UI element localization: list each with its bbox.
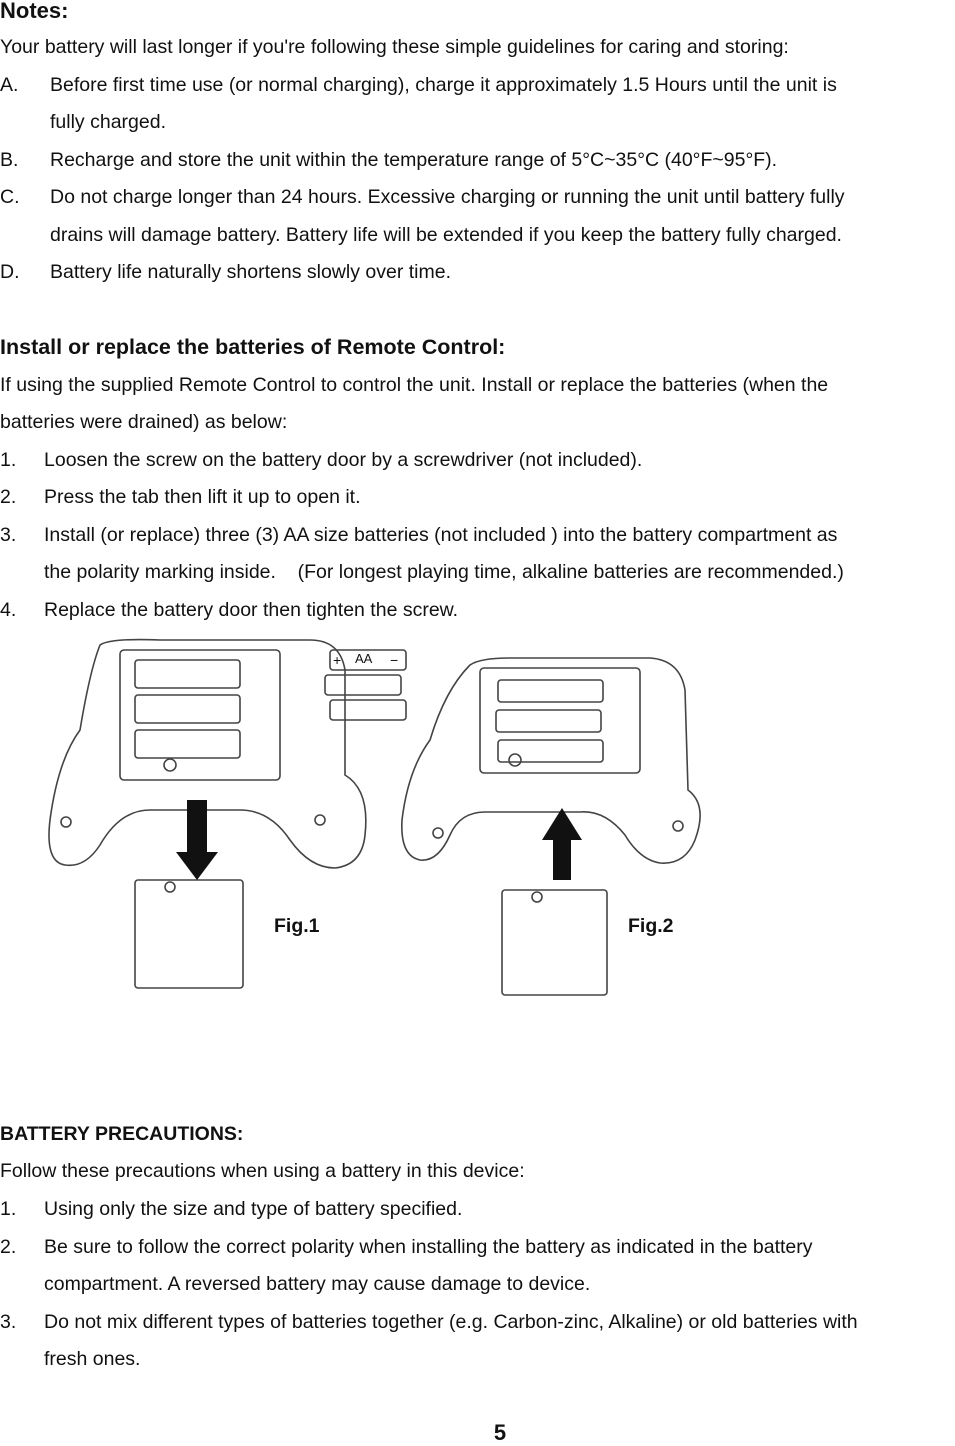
install-intro-line1: If using the supplied Remote Control to control the unit. Install or replace the batteries (when the [0,374,829,396]
battery-door-fig1 [135,880,243,988]
page-number: 5 [493,1420,507,1445]
notes-item-b-label: B. [0,149,19,171]
fig1-label: Fig.1 [274,915,320,937]
battery-install-figure [40,630,720,1010]
install-step-3-label: 3. [0,524,17,546]
install-intro-line2: batteries were drained) as below: [0,411,288,433]
precaution-3-line1: Do not mix different types of batteries together (e.g. Carbon-zinc, Alkaline) or old batteries with [44,1311,858,1333]
install-step-3-line2: the polarity marking inside. (For longest playing time, alkaline batteries are recommended.) [44,561,844,583]
arrow-up-icon [542,808,582,880]
fig2-label: Fig.2 [628,915,674,937]
notes-item-c-label: C. [0,186,20,208]
precaution-3-line2: fresh ones. [44,1348,141,1370]
install-step-1-label: 1. [0,449,17,471]
precaution-2-line2: compartment. A reversed battery may cause damage to device. [44,1273,591,1295]
notes-item-a-label: A. [0,74,19,96]
battery-door-fig2 [502,890,607,995]
notes-item-a-line2: fully charged. [50,111,166,133]
install-step-2-text: Press the tab then lift it up to open it. [44,486,361,508]
notes-intro: Your battery will last longer if you're following these simple guidelines for caring and storing: [0,36,789,58]
precautions-heading: BATTERY PRECAUTIONS: [0,1123,244,1145]
precautions-intro: Follow these precautions when using a battery in this device: [0,1160,525,1182]
battery-minus-label: − [390,652,399,668]
battery-plus-label: + [333,652,342,668]
precaution-3-label: 3. [0,1311,17,1333]
notes-item-a-line1: Before first time use (or normal charging), charge it approximately 1.5 Hours until the unit is [50,74,837,96]
notes-item-c-line2: drains will damage battery. Battery life will be extended if you keep the battery fully charged. [50,224,842,246]
precaution-2-label: 2. [0,1236,17,1258]
precaution-1-text: Using only the size and type of battery specified. [44,1198,463,1220]
install-heading: Install or replace the batteries of Remote Control: [0,335,506,359]
install-step-4-label: 4. [0,599,17,621]
precaution-1-label: 1. [0,1198,17,1220]
notes-heading: Notes: [0,0,69,23]
notes-item-d-line1: Battery life naturally shortens slowly over time. [50,261,451,283]
precaution-2-line1: Be sure to follow the correct polarity when installing the battery as indicated in the battery [44,1236,813,1258]
install-step-4-text: Replace the battery door then tighten the screw. [44,599,459,621]
notes-item-d-label: D. [0,261,20,283]
controller-fig1 [49,640,366,868]
install-step-2-label: 2. [0,486,17,508]
notes-item-b-line1: Recharge and store the unit within the temperature range of 5°C~35°C (40°F~95°F). [50,149,778,171]
notes-item-c-line1: Do not charge longer than 24 hours. Excessive charging or running the unit until battery fully [50,186,845,208]
arrow-down-icon [176,800,218,880]
battery-size-label: AA [355,651,373,666]
install-step-1-text: Loosen the screw on the battery door by a screwdriver (not included). [44,449,643,471]
install-step-3-line1: Install (or replace) three (3) AA size batteries (not included ) into the battery compartment as [44,524,838,546]
